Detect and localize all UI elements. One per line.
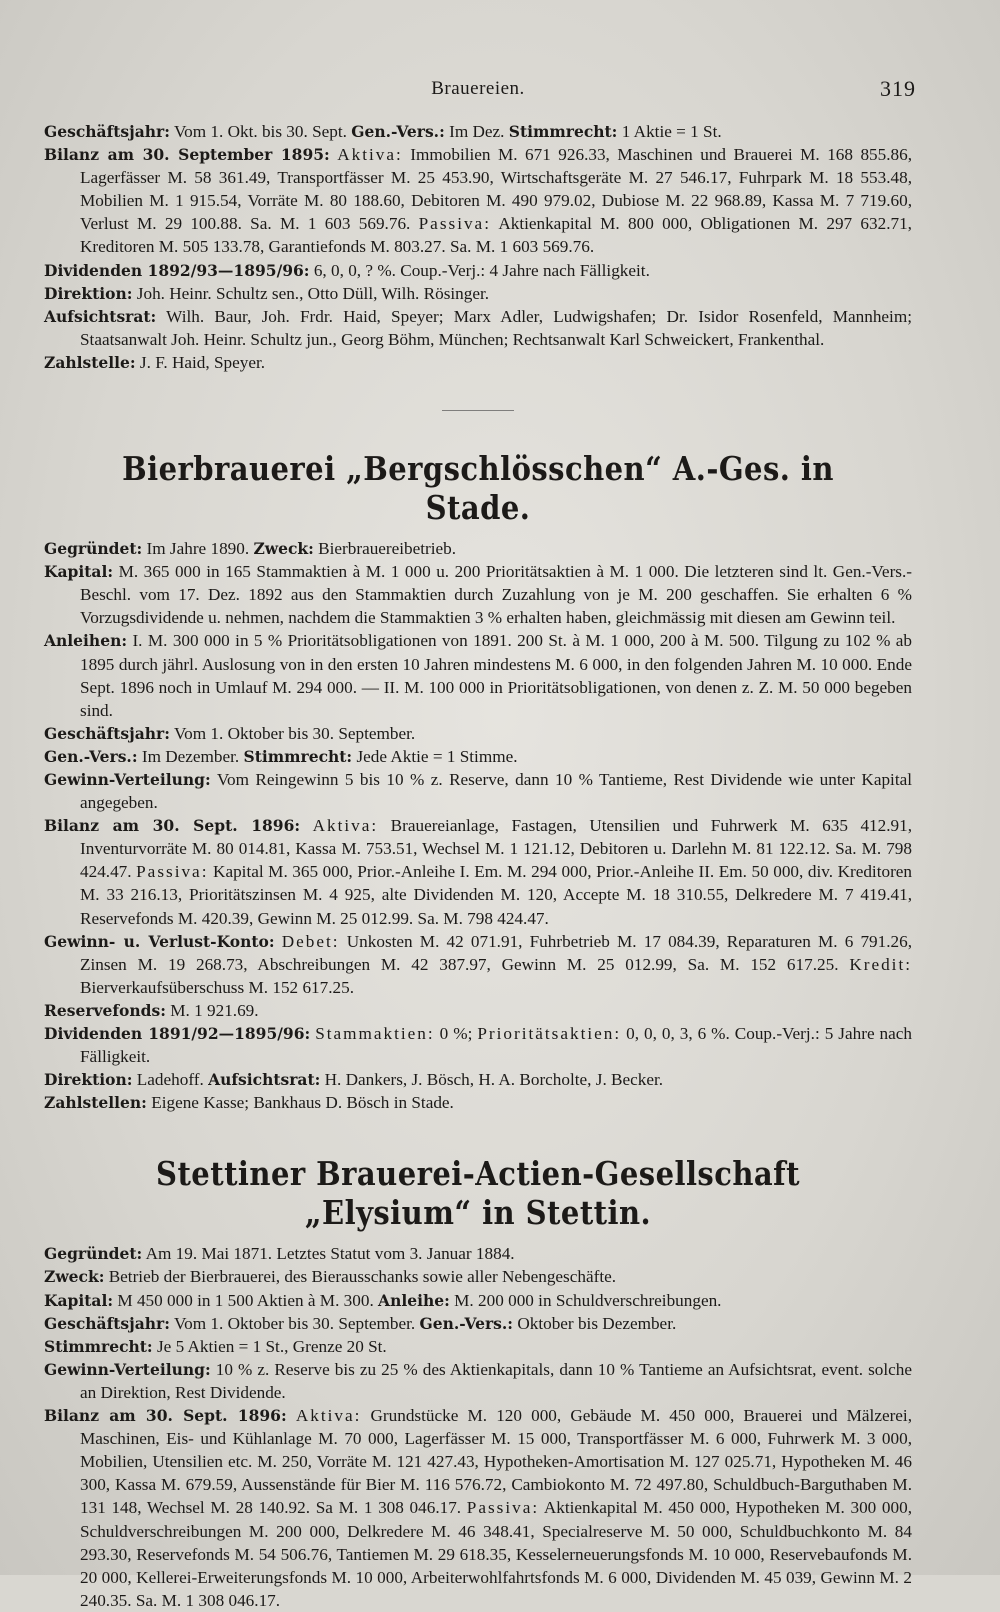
- section-label: Passiva:: [418, 214, 491, 234]
- field-text: Immobilien M. 671 926.33, Maschinen und Brauerei M. 168 855.86, Lagerfässer M. 58 361.49, Transportfässer M. 25 453.90, Wirtschaftsgeräte M. 27 546.17, Fuhrpark M. 18 553.48, Mobilien M. 1 915.54, Vorräte M. 80 188.60, Debitoren M. 490 979.02, Dubiose M. 22 968.89, Kassa M. 7 719.60, Verlust M. 29 100.88. Sa. M. 1 603 569.76.: [80, 145, 913, 234]
- field-label: Geschäftsjahr:: [44, 723, 170, 743]
- field-label: Stimmrecht:: [243, 746, 353, 766]
- entry-paragraph: [44, 1242, 912, 1265]
- field-text: 10 % z. Reserve bis zu 25 % des Aktienkapitals, dann 10 % Tantieme an Aufsichtsrat, event. solche an Direktion, Rest Dividende.: [80, 1359, 913, 1402]
- field-text: Jede Aktie = 1 Stimme.: [356, 746, 518, 766]
- field-text: 1 Aktie = 1 St.: [621, 122, 722, 141]
- field-label: Reservefonds:: [44, 1000, 166, 1020]
- field-text: M. 365 000 in 165 Stammaktien à M. 1 000 u. 200 Prioritätsaktien à M. 1 000. Die letzteren sind lt. Gen.-Vers.-Beschl. vom 17. Dez. 1892 aus den Stammaktien durch Zuzahlung von je M. 200 geschaffen. Sie erhalten 6 % Vorzugsdividende u. nehmen, nachdem die Stammaktien 3 % erhalten haben, gleichmässig mit diesen am Gewinn teil.: [80, 562, 912, 628]
- field-label: Gegründet:: [44, 1244, 143, 1264]
- field-text: 6, 0, 0, ? %. Coup.-Verj.: 4 Jahre nach Fälligkeit.: [313, 260, 650, 280]
- field-text: Unkosten M. 42 071.91, Fuhrbetrieb M. 17 084.39, Reparaturen M. 6 791.26, Zinsen M. 19 268.73, Abschreibungen M. 42 387.97, Gewinn M. 25 012.99, Sa. M. 152 617.25.: [80, 931, 913, 974]
- field-text: Grundstücke M. 120 000, Gebäude M. 450 000, Brauerei und Mälzerei, Maschinen, Eis- und Kühlanlage M. 70 000, Lagerfässer M. 15 000, Transportfässer M. 6 000, Fuhrwerk M. 3 000, Mobilien, Utensilien etc. M. 250, Vorräte M. 121 427.43, Hypotheken-Amortisation M. 127 025.71, Hypotheken M. 46 300, Kassa M. 679.59, Aussenstände für Bier M. 116 576.72, Cambiokonto M. 72 497.80, Schuldbuch-Barguthaben M. 131 148, Wechsel M. 28 140.92. Sa M. 1 308 046.17.: [80, 1406, 912, 1518]
- field-text: Bierverkaufsüberschuss M. 152 617.25.: [80, 977, 355, 997]
- field-text: Vom 1. Okt. bis 30. Sept.: [173, 122, 352, 141]
- field-label: Dividenden 1891/92—1895/96:: [44, 1024, 311, 1043]
- field-label: Aufsichtsrat:: [208, 1070, 321, 1090]
- field-label: Gegründet:: [44, 539, 143, 559]
- field-text: H. Dankers, J. Bösch, H. A. Borcholte, J. Becker.: [324, 1070, 664, 1090]
- field-text: M 450 000 in 1 500 Aktien à M. 300.: [117, 1290, 379, 1310]
- field-label: Gen.-Vers.:: [419, 1313, 514, 1333]
- entry-paragraph: [44, 1404, 912, 1612]
- field-text: 0 %;: [439, 1024, 478, 1043]
- field-label: Gewinn-Verteilung:: [44, 1359, 211, 1379]
- entry-paragraph: [44, 1022, 912, 1068]
- company-title: Stettiner Brauerei-Actien-Gesellschaft „Elysium“ in Stettin.: [156, 1154, 800, 1233]
- field-label: Direktion:: [44, 1070, 133, 1090]
- entry-paragraph: [44, 1358, 912, 1404]
- field-text: Aktienkapital M. 800 000, Obligationen M. 297 632.71, Kreditoren M. 505 133.78, Garantiefonds M. 803.27. Sa. M. 1 603 569.76.: [80, 214, 912, 257]
- section-label: Debet:: [281, 931, 340, 951]
- company-entry-stade: [44, 449, 912, 1114]
- section-label: Prioritätsaktien:: [477, 1024, 622, 1043]
- entry-paragraph: [44, 305, 912, 351]
- field-label: Kapital:: [44, 562, 114, 582]
- field-label: Stimmrecht:: [44, 1336, 153, 1356]
- entry-paragraph: [44, 629, 912, 721]
- field-text: Kapital M. 365 000, Prior.-Anleihe I. Em. M. 294 000, Prior.-Anleihe II. Em. 50 000, div. Kreditoren M. 33 216.13, Prioritätszinsen M. 4 925, alte Dividenden M. 120, Accepte M. 18 310.55, Delkredere M. 7 419.41, Reservefonds M. 420.39, Gewinn M. 25 012.99. Sa. M. 798 424.47.: [80, 862, 913, 928]
- field-label: Geschäftsjahr:: [44, 122, 170, 141]
- field-text: Betrieb der Bierbrauerei, des Bierausschanks sowie aller Nebengeschäfte.: [108, 1267, 617, 1287]
- section-label: Aktiva:: [312, 816, 379, 836]
- field-text: J. F. Haid, Speyer.: [139, 352, 266, 372]
- company-title: Bierbrauerei „Bergschlösschen“ A.-Ges. in Stade.: [122, 449, 834, 528]
- field-label: Dividenden 1892/93—1895/96:: [44, 260, 310, 280]
- field-label: Zahlstellen:: [44, 1093, 147, 1113]
- field-label: Gen.-Vers.:: [44, 746, 138, 766]
- field-text: M. 1 921.69.: [170, 1000, 259, 1020]
- company-entry-continued: [44, 120, 912, 374]
- entry-paragraph: [44, 814, 912, 929]
- section-divider: [442, 410, 514, 411]
- section-label: Aktiva:: [295, 1406, 362, 1426]
- section-label: Aktiva:: [337, 145, 403, 165]
- field-label: Gewinn- u. Verlust-Konto:: [44, 931, 275, 951]
- section-label: Passiva:: [136, 862, 209, 882]
- field-label: Bilanz am 30. Sept. 1896:: [44, 1406, 287, 1426]
- field-label: Aufsichtsrat:: [44, 306, 157, 326]
- entry-paragraph: [44, 120, 912, 143]
- page-header: [44, 72, 916, 120]
- field-label: Bilanz am 30. September 1895:: [44, 145, 330, 165]
- page-number: 319: [880, 76, 916, 101]
- field-text: Im Dezember.: [141, 746, 244, 766]
- entry-paragraph: [44, 1091, 912, 1114]
- entry-paragraph: [44, 143, 912, 258]
- field-text: Aktienkapital M. 450 000, Hypotheken M. 300 000, Schuldverschreibungen M. 200 000, Delkredere M. 46 348.41, Specialreserve M. 50 000, Schuldbuchkonto M. 84 293.30, Reservefonds M. 54 506.76, Tantiemen M. 29 618.35, Kesselerneuerungsfonds M. 10 000, Reservebaufonds M. 20 000, Kellerei-Erweiterungsfonds M. 10 000, Arbeiterwohlfahrtsfonds M. 6 000, Dividenden M. 45 039, Gewinn M. 2 240.35. Sa. M. 1 308 046.17.: [80, 1498, 913, 1610]
- field-label: Direktion:: [44, 283, 133, 303]
- field-text: Im Jahre 1890.: [146, 539, 254, 559]
- field-text: M. 200 000 in Schuldverschreibungen.: [454, 1290, 722, 1310]
- field-text: Joh. Heinr. Schultz sen., Otto Düll, Wilh. Rösinger.: [136, 283, 490, 303]
- field-label: Zweck:: [253, 539, 314, 559]
- field-text: Am 19. Mai 1871. Letztes Statut vom 3. Januar 1884.: [145, 1244, 515, 1264]
- entry-paragraph: [44, 1312, 912, 1335]
- field-text: Je 5 Aktien = 1 St., Grenze 20 St.: [156, 1336, 387, 1356]
- section-label: Stammaktien:: [315, 1024, 435, 1043]
- entry-paragraph: [44, 722, 912, 745]
- entry-paragraph: [44, 282, 912, 305]
- field-text: Vom Reingewinn 5 bis 10 % z. Reserve, dann 10 % Tantieme, Rest Dividende wie unter Kapital angegeben.: [80, 769, 912, 813]
- entry-paragraph: [44, 1289, 912, 1312]
- field-label: Bilanz am 30. Sept. 1896:: [44, 816, 301, 836]
- entry-paragraph: [44, 537, 912, 560]
- field-label: Gen.-Vers.:: [351, 122, 445, 141]
- entry-paragraph: [44, 1068, 912, 1091]
- entry-paragraph: [44, 768, 912, 814]
- company-entry-stettin: [44, 1154, 912, 1612]
- field-text: Bierbrauereibetrieb.: [318, 539, 457, 559]
- field-text: Eigene Kasse; Bankhaus D. Bösch in Stade.: [151, 1093, 454, 1113]
- entry-paragraph: [44, 259, 912, 282]
- field-text: I. M. 300 000 in 5 % Prioritätsobligationen von 1891. 200 St. à M. 1 000, 200 à M. 500. Tilgung zu 102 % ab 1895 durch jährl. Auslosung von in den ersten 10 Jahren mindestens M. 6 000, in den folgenden Jahren M. 10 000. Ende Sept. 1896 noch in Umlauf M. 294 000. — II. M. 100 000 in Prioritätsobligationen, von denen z. Z. M. 50 000 begeben sind.: [80, 631, 912, 720]
- entry-paragraph: [44, 999, 912, 1022]
- entry-paragraph: [44, 560, 912, 629]
- section-label: Kredit:: [849, 954, 912, 974]
- entry-paragraph: [44, 930, 912, 999]
- entry-paragraph: [44, 351, 912, 374]
- field-label: Geschäftsjahr:: [44, 1313, 170, 1333]
- entry-paragraph: [44, 1335, 912, 1358]
- field-label: Stimmrecht:: [508, 122, 618, 141]
- field-text: 0, 0, 0, 3, 6 %. Coup.-Verj.: 5 Jahre nach Fälligkeit.: [80, 1024, 913, 1067]
- entry-paragraph: [44, 745, 912, 768]
- field-text: Im Dez.: [449, 122, 509, 141]
- entry-paragraph: [44, 1265, 912, 1288]
- field-label: Anleihen:: [44, 631, 128, 651]
- field-text: Ladehoff.: [136, 1070, 209, 1090]
- section-label: Passiva:: [466, 1498, 540, 1518]
- field-label: Zweck:: [44, 1267, 105, 1287]
- field-label: Anleihe:: [378, 1290, 450, 1310]
- field-label: Zahlstelle:: [44, 352, 136, 372]
- field-text: Vom 1. Oktober bis 30. September.: [173, 723, 416, 743]
- running-title: Brauereien.: [431, 78, 525, 99]
- field-text: Vom 1. Oktober bis 30. September.: [173, 1313, 420, 1333]
- field-text: Oktober bis Dezember.: [517, 1313, 677, 1333]
- field-label: Gewinn-Verteilung:: [44, 769, 211, 789]
- field-text: Brauereianlage, Fastagen, Utensilien und Fuhrwerk M. 635 412.91, Inventurvorräte M. 80 014.81, Kassa M. 753.51, Wechsel M. 1 121.12, Debitoren u. Darlehn M. 81 122.12. Sa. M. 798 424.47.: [80, 816, 913, 882]
- field-label: Kapital:: [44, 1290, 114, 1310]
- field-text: Wilh. Baur, Joh. Frdr. Haid, Speyer; Marx Adler, Ludwigshafen; Dr. Isidor Rosenfeld, Mannheim; Staatsanwalt Joh. Heinr. Schultz jun., Georg Böhm, München; Rechtsanwalt Karl Schweickert, Frankenthal.: [80, 306, 912, 349]
